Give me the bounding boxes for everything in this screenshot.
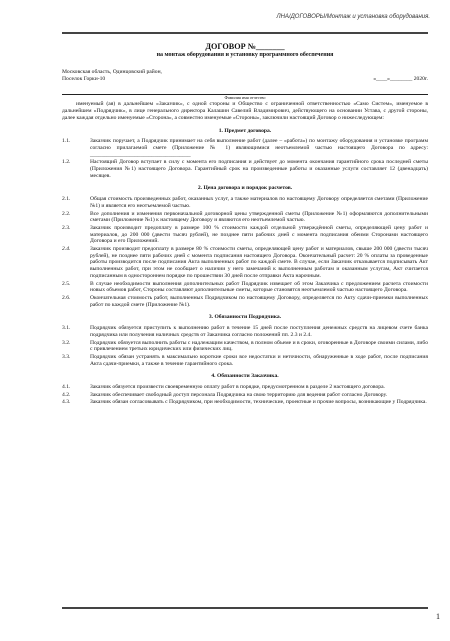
clause xyxy=(62,211,428,224)
place xyxy=(62,69,162,82)
clause-number: 2.6. xyxy=(62,294,71,301)
clause xyxy=(62,246,428,280)
section-title: 2. Цена договора и порядок расчетов. xyxy=(197,185,293,192)
clause-text: Подрядчик обязан устранять в максимально короткие сроки все недостатки и неточности, обнаруженные в ходе работ, после подписания Акта сдачи-приемки, а также в течение гарантийного срока. xyxy=(90,353,428,367)
clause-number: 1.1. xyxy=(62,138,71,145)
place-line-1: Московская область, Одинцовский район, xyxy=(62,69,162,75)
clause-text: Окончательная стоимость работ, выполненных Подрядчиком по настоящему Договору, определяется по Акту сдачи-приемки выполненных работ по каждой смете (Приложение №1). xyxy=(90,294,428,308)
place-date-row xyxy=(62,69,428,82)
clause-number: 3.2. xyxy=(62,339,71,346)
clause-number: 2.3. xyxy=(62,224,71,231)
clause-number: 3.1. xyxy=(62,325,71,332)
clause xyxy=(62,399,428,406)
clause xyxy=(62,196,428,209)
preamble: именуемый (ая) в дальнейшем «Заказчик», с одной стороны и Общество с ограниченной ответственностью «Само Систем», именуемое в дальнейшем «Подрядчик», в лице генерального директора Калашин Савелий Владимирович, действующего на основании Устава, с другой стороны, далее каждая отдельно именуемые «Сторона», а совместно именуемые «Стороны», заключили настоящий Договор о нижеследующем: xyxy=(62,101,428,121)
clause xyxy=(62,138,428,158)
clause-number: 2.4. xyxy=(62,246,71,253)
clause-text: Общая стоимость произведенных работ, оказанных услуг, а также материалов по настоящему Договору определяется сметами (Приложение №1) и является его неотъемлемой частью. xyxy=(90,196,428,209)
fio-hint: Фамилия имя отчество xyxy=(224,95,266,101)
clause xyxy=(62,340,428,353)
clause-text: Заказчик обязуется произвести своевременную оплату работ в порядке, предусмотренном в разделе 2 настоящего договора. xyxy=(90,384,385,391)
document-body xyxy=(62,42,428,407)
clause xyxy=(62,392,428,399)
clause-number: 1.2. xyxy=(62,159,71,166)
clause-text: Заказчик обеспечивает свободный доступ персонала Подрядчика на свою территорию для ведения работ согласно Договору. xyxy=(90,391,388,398)
section-title: 1. Предмет договора. xyxy=(218,127,272,134)
clause-text: В случае необходимости выполнения дополнительных работ Подрядчик извещает об этом Заказчика с предложением расчета стоимости новых объемов работ, Стороны составляют дополнительные сметы, которые становятся неотъемлемой частью настоящего Договора. xyxy=(90,280,428,294)
contract-date: «____»________ 2020г. xyxy=(373,75,428,82)
clause xyxy=(62,225,428,245)
section-title: 3. Обязанности Подрядчика. xyxy=(208,314,282,321)
place-line-2: Поселок Горки-10 xyxy=(62,75,106,82)
clause xyxy=(62,325,428,338)
section-title: 4. Обязанности Заказчика. xyxy=(211,373,279,380)
clause-number: 2.2. xyxy=(62,210,71,217)
clause-text: Заказчик обязан согласовывать с Подрядчиком, при необходимости, технические, проектные и прочие вопросы, возникающие у Подрядчика. xyxy=(90,399,427,406)
clause-number: 2.5. xyxy=(62,280,71,287)
clause-text: Заказчик производит предоплату в размере 80 % стоимости сметы, определяющей цену работ и материалов, свыше 200 000 (двести тысяч рублей), не позднее пяти рабочих дней с момента подписания настоящего Договора. Окончательный расчет: 20 % оплаты за проведенные работы производится после подписания Акта выполненных работ по каждой смете. В случае, если Заказчик отказывается подписывать Акт выполненных работ, при этом не сообщает о наличии у него замечаний к выполненным работам и оказанным услугам, Акт считается подписанным в одностороннем порядке по прошествии 30 дней после отправки Акта нарочным. xyxy=(90,246,428,279)
clause xyxy=(62,281,428,294)
page-number: 1 xyxy=(436,612,440,621)
clause xyxy=(62,159,428,179)
clause-text: Подрядчик обязуется выполнить работы с надлежащим качеством, в полном объеме и в сроки, оговоренные в Договоре своими силами, либо с привлечением третьих юридических или физических лиц. xyxy=(90,339,428,353)
clause-number: 2.1. xyxy=(62,196,71,203)
header-path: ЛНА/ДОГОВОРЫ/Монтаж и установка оборудования. xyxy=(276,14,430,20)
clause-number: 4.2. xyxy=(62,391,71,398)
clause-text: Все дополнения и изменения первоначальной договорной цены утвержденной сметы (Приложение №1) оформляются дополнительными сметами (Приложение №1) к настоящему Договору и являются его неотъемлемой частью. xyxy=(90,210,428,224)
clause-text: Настоящий Договор вступает в силу с момента его подписания и действует до момента окончания гарантийного срока последней сметы (Приложения №1) настоящего Договора. Гарантийный срок на произведенные работы и оказанные услуги составляет 12 (двенадцать) месяцев. xyxy=(90,159,428,179)
clause xyxy=(62,295,428,308)
clause-number: 4.3. xyxy=(62,399,71,406)
clause-number: 4.1. xyxy=(62,384,71,391)
bottom-divider xyxy=(62,607,428,609)
clause-text: Заказчик производит предоплату в размере 100 % стоимости каждой отдельной утверждённой сметы, определяющей цену работ и материалов, до 200 000 (двести тысяч рублей), не позднее пяти рабочих дней с момента подписания обеими Сторонами настоящего Договора и его Приложений. xyxy=(90,224,428,245)
contract-subtitle: на монтаж оборудования и установку программного обеспечения xyxy=(156,52,334,58)
contract-title: ДОГОВОР №_______ xyxy=(205,42,285,51)
clause-text: Заказчик поручает, а Подрядчик принимает на себя выполнение работ (далее – «работа») по монтажу оборудования и установке программ согласно прилагаемой смете (Приложение № 1) являющимися неотъемлемой частью настоящего Договора по адресу: ____________________________________ xyxy=(90,138,428,158)
top-divider xyxy=(62,32,428,34)
clause xyxy=(62,384,428,391)
clause xyxy=(62,354,428,367)
sections xyxy=(62,128,428,407)
clause-number: 3.3. xyxy=(62,353,71,360)
clause-text: Подрядчик обязуется приступить к выполнению работ в течение 15 дней после поступления денежных средств на лицевом счете банка подрядчика или получения наличных средств от Заказчика согласно положений пп. 2.3 и 2.4. xyxy=(90,325,428,338)
